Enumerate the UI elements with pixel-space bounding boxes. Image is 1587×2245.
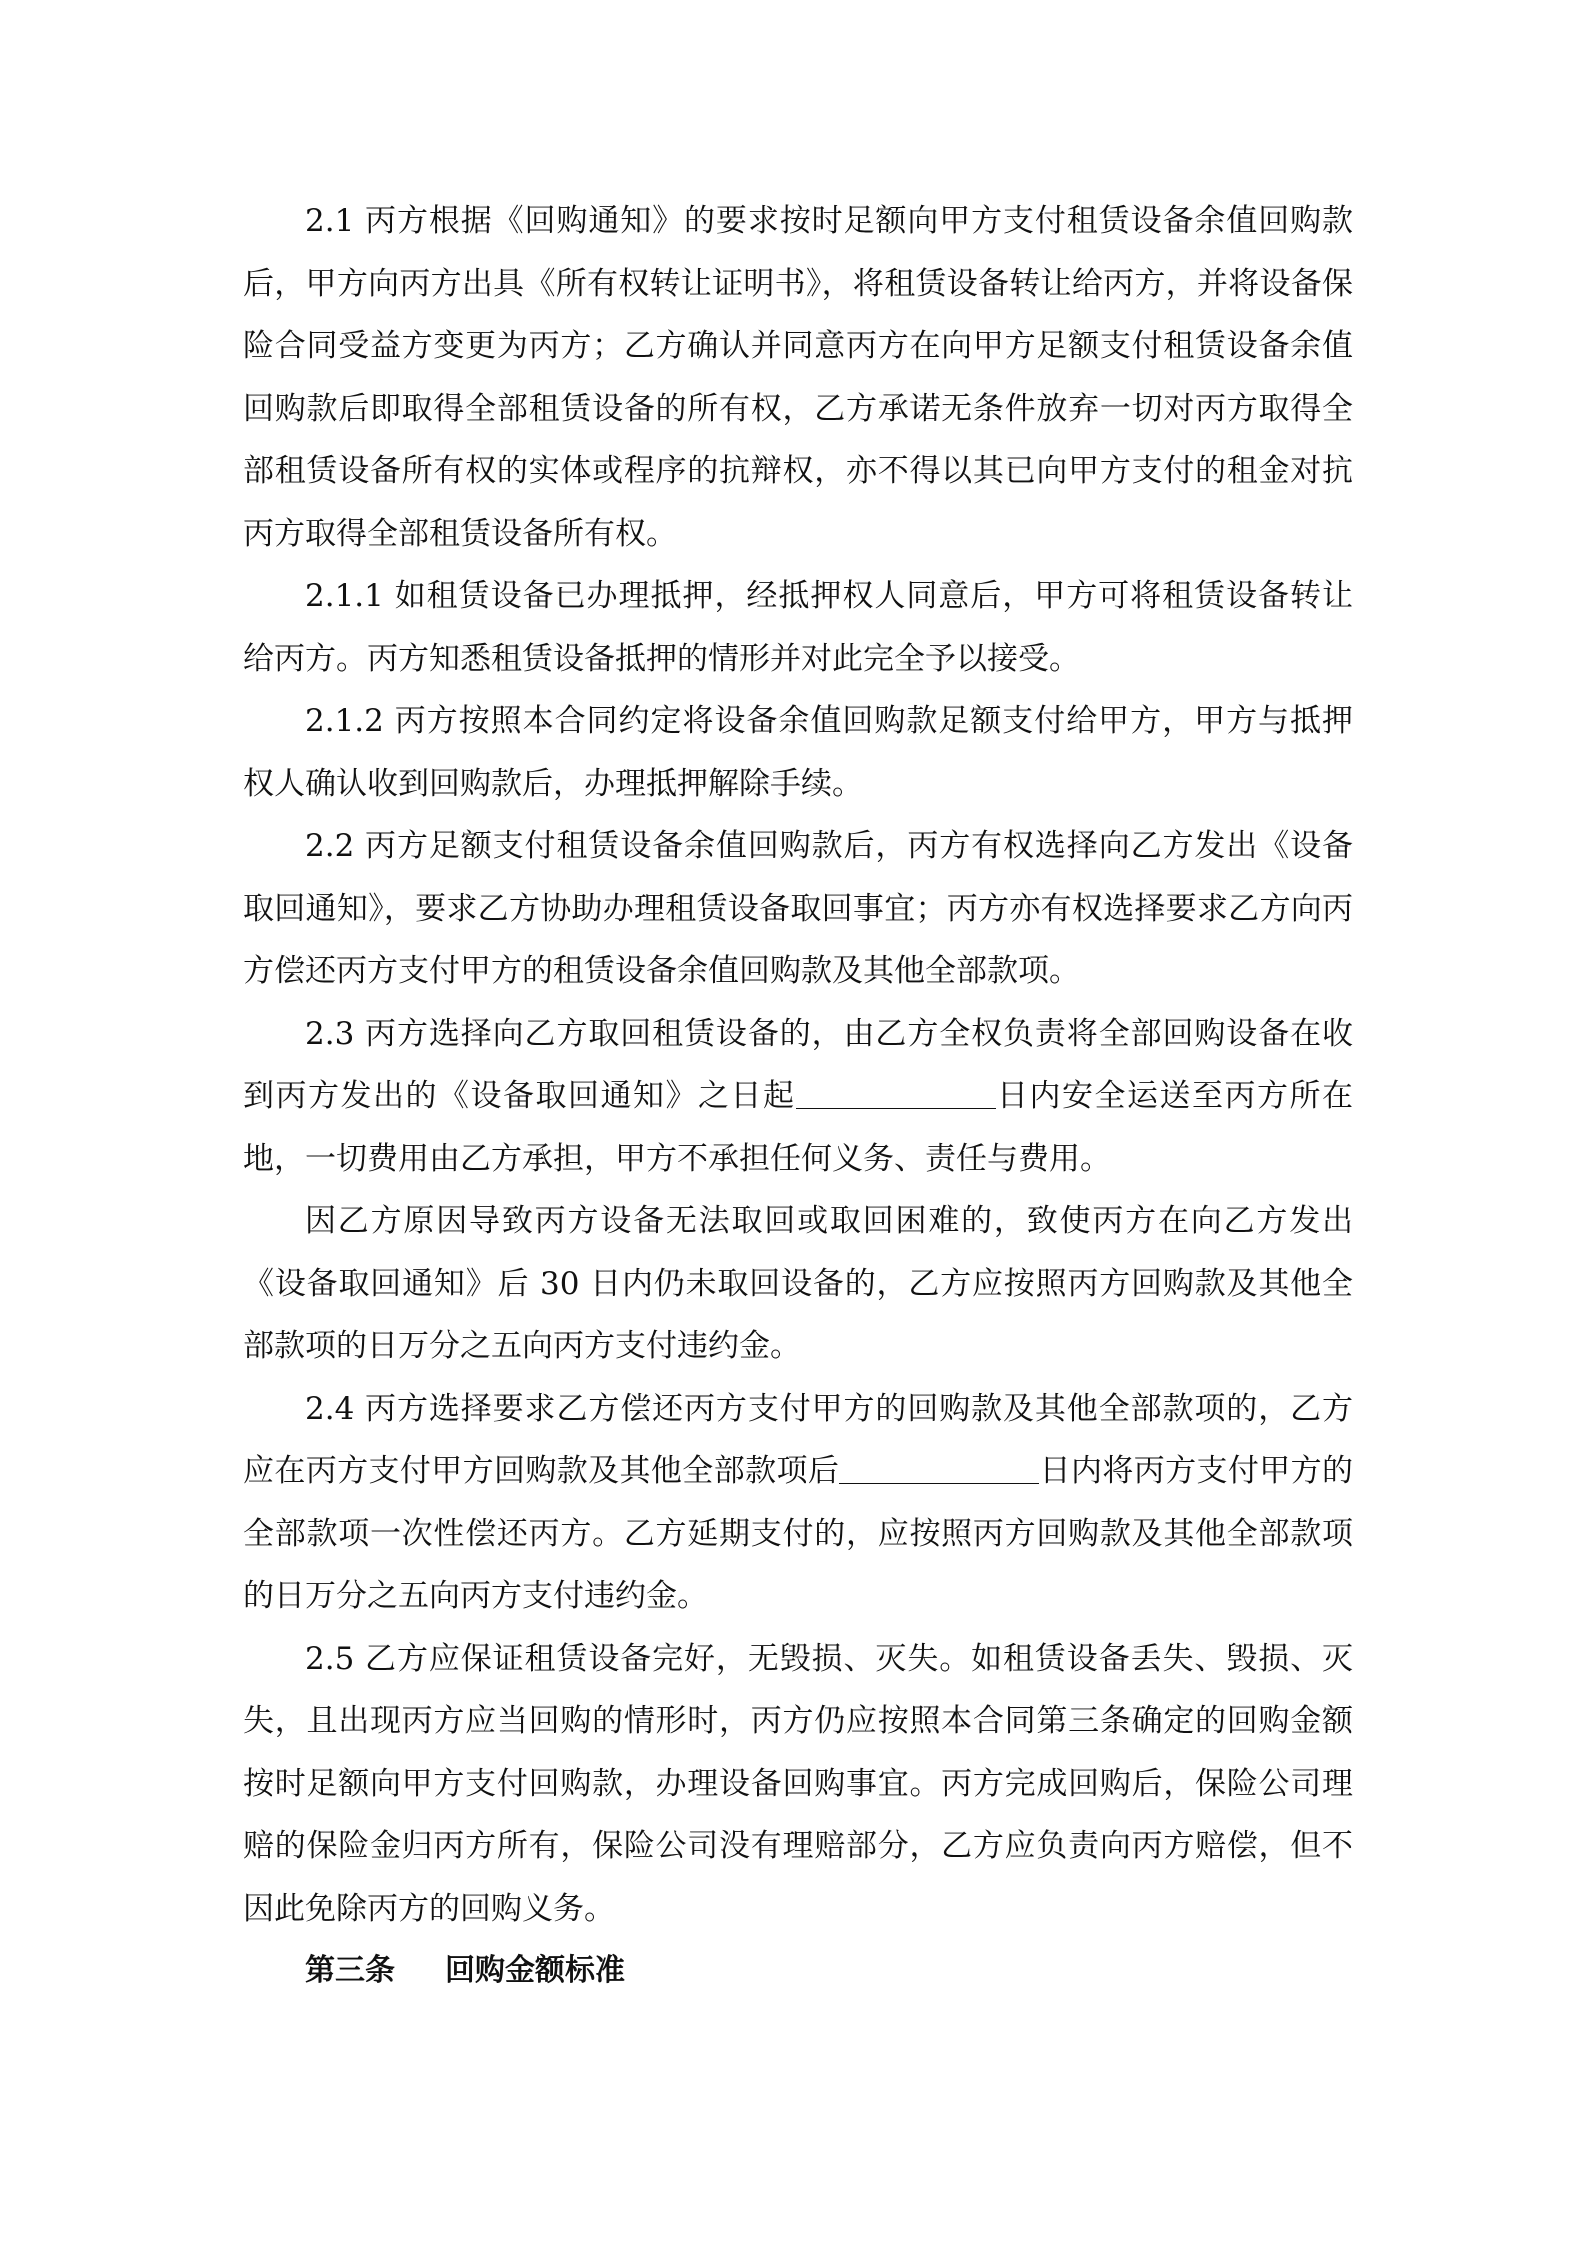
clause-2-4 xyxy=(243,1378,1353,1628)
clause-2-3-sub: 因乙方原因导致丙方设备无法取回或取回困难的，致使丙方在向乙方发出《设备取回通知》后 30 日内仍未取回设备的，乙方应按照丙方回购款及其他全部款项的日万分之五向丙方支付违约金。 xyxy=(243,1203,1353,1364)
article-number: 第三条 xyxy=(305,1953,395,1988)
clause-2-3-text-before: 2.3 丙方选择向乙方取回租赁设备的，由乙方全权负责将全部回购设备在收到丙方发出的《设备取回通知》之日起 xyxy=(243,1015,1353,1114)
clause-2-1-2: 2.1.2 丙方按照本合同约定将设备余值回购款足额支付给甲方，甲方与抵押权人确认收到回购款后，办理抵押解除手续。 xyxy=(243,703,1353,802)
clause-2-1-1: 2.1.1 如租赁设备已办理抵押，经抵押权人同意后，甲方可将租赁设备转让给丙方。丙方知悉租赁设备抵押的情形并对此完全予以接受。 xyxy=(243,578,1353,677)
clause-2-3-text-after: 日内安全运送至丙方所在地，一切费用由乙方承担，甲方不承担任何义务、责任与费用。 xyxy=(243,1078,1353,1177)
article-3-heading xyxy=(243,1940,1353,2003)
clause-2-4-text-before: 2.4 丙方选择要求乙方偿还丙方支付甲方的回购款及其他全部款项的，乙方应在丙方支付甲方回购款及其他全部款项后 xyxy=(243,1390,1353,1489)
article-title: 回购金额标准 xyxy=(445,1953,625,1988)
clause-2-4-text-after: 日内将丙方支付甲方的全部款项一次性偿还丙方。乙方延期支付的，应按照丙方回购款及其他全部款项的日万分之五向丙方支付违约金。 xyxy=(243,1453,1354,1614)
days-blank-field xyxy=(796,1072,996,1109)
document-page xyxy=(243,190,1353,2003)
clause-2-1: 2.1 丙方根据《回购通知》的要求按时足额向甲方支付租赁设备余值回购款后，甲方向丙方出具《所有权转让证明书》，将租赁设备转让给丙方，并将设备保险合同受益方变更为丙方；乙方确认并同意丙方在向甲方足额支付租赁设备余值回购款后即取得全部租赁设备的所有权，乙方承诺无条件放弃一切对丙方取得全部租赁设备所有权的实体或程序的抗辩权，亦不得以其已向甲方支付的租金对抗丙方取得全部租赁设备所有权。 xyxy=(243,203,1353,552)
clause-2-3 xyxy=(243,1003,1353,1191)
clause-2-5: 2.5 乙方应保证租赁设备完好，无毁损、灭失。如租赁设备丢失、毁损、灭失，且出现丙方应当回购的情形时，丙方仍应按照本合同第三条确定的回购金额按时足额向甲方支付回购款，办理设备回购事宜。丙方完成回购后，保险公司理赔的保险金归丙方所有，保险公司没有理赔部分，乙方应负责向丙方赔偿，但不因此免除丙方的回购义务。 xyxy=(243,1640,1353,1927)
clause-2-2: 2.2 丙方足额支付租赁设备余值回购款后，丙方有权选择向乙方发出《设备取回通知》，要求乙方协助办理租赁设备取回事宜；丙方亦有权选择要求乙方向丙方偿还丙方支付甲方的租赁设备余值回购款及其他全部款项。 xyxy=(243,828,1353,989)
repay-days-blank-field xyxy=(839,1447,1039,1484)
